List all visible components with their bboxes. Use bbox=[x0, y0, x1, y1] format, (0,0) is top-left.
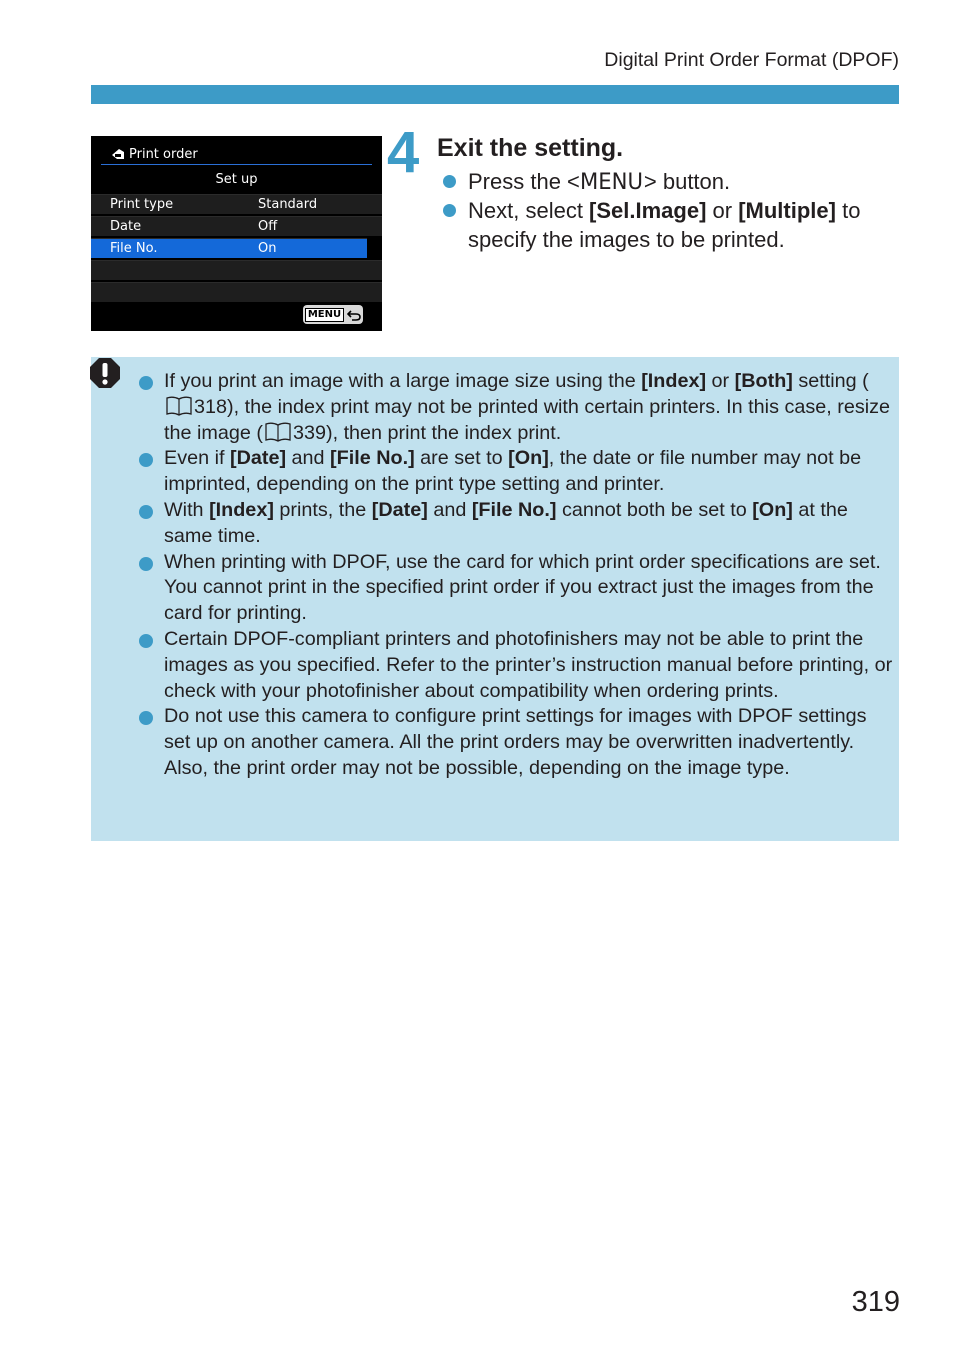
bullet-icon bbox=[139, 453, 153, 467]
page-reference-link[interactable]: 318 bbox=[194, 395, 228, 418]
running-header: Digital Print Order Format (DPOF) bbox=[604, 49, 899, 71]
caution-text: [On] bbox=[752, 498, 793, 521]
setting-label: File No. bbox=[110, 241, 158, 256]
setting-label: Date bbox=[110, 219, 142, 234]
instruction-text: Press the < bbox=[468, 169, 580, 194]
setting-row-file-no[interactable] bbox=[91, 238, 367, 258]
step-title: Exit the setting. bbox=[437, 134, 624, 162]
instruction-text: or bbox=[706, 198, 739, 223]
list-item bbox=[138, 446, 893, 498]
caution-text: , the date or file number may not be imprinted, depending on the print type setting and printer. bbox=[164, 447, 862, 496]
caution-text: and bbox=[286, 447, 331, 470]
instruction-text: > button. bbox=[643, 169, 731, 194]
bullet-icon bbox=[443, 204, 456, 217]
option-multiple: [Multiple] bbox=[738, 198, 836, 223]
empty-row bbox=[91, 260, 382, 280]
return-icon bbox=[347, 309, 361, 321]
list-item bbox=[138, 369, 893, 446]
caution-text: Certain DPOF-compliant printers and photofinishers may not be able to print the images as you specified. Refer to the printer’s instruction manual before printing, or check with your photofinisher about compatibility when ordering prints. bbox=[164, 627, 893, 702]
setting-row-date[interactable] bbox=[91, 216, 382, 236]
menu-back-button[interactable] bbox=[303, 305, 363, 324]
caution-text: [Index] bbox=[209, 498, 274, 521]
camera-screen-title bbox=[111, 147, 198, 162]
camera-screen-title-text: Print order bbox=[129, 147, 198, 162]
list-item bbox=[442, 196, 912, 254]
option-sel-image: [Sel.Image] bbox=[589, 198, 707, 223]
caution-text: With bbox=[164, 498, 210, 521]
bullet-icon bbox=[139, 711, 153, 725]
settings-list bbox=[91, 194, 382, 304]
menu-icon bbox=[580, 170, 644, 192]
caution-text: setting ( bbox=[792, 370, 869, 392]
page-number: 319 bbox=[851, 1286, 900, 1318]
book-icon bbox=[165, 395, 193, 416]
setting-label: Print type bbox=[110, 197, 174, 212]
title-divider bbox=[101, 164, 372, 165]
caution-text: If you print an image with a large image size using the bbox=[164, 370, 642, 392]
list-item bbox=[138, 704, 893, 781]
caution-text: [Date] bbox=[229, 447, 287, 470]
setting-value: Off bbox=[258, 219, 278, 234]
bullet-icon bbox=[139, 376, 153, 390]
list-item bbox=[138, 498, 893, 550]
instruction-text: Next, select bbox=[468, 198, 590, 223]
svg-text:MENU: MENU bbox=[579, 170, 643, 192]
caution-text: ), the index print may not be printed with certain printers. In this case, resize the image ( bbox=[164, 395, 890, 444]
setting-value: Standard bbox=[258, 197, 318, 212]
caution-text: [Index] bbox=[641, 370, 707, 392]
menu-button-label: MENU bbox=[305, 308, 344, 322]
caution-text: prints, the bbox=[273, 498, 372, 521]
setting-row-print-type[interactable] bbox=[91, 194, 382, 214]
caution-list bbox=[138, 369, 893, 782]
caution-text: [File No.] bbox=[471, 498, 557, 521]
caution-text: [Both] bbox=[734, 370, 793, 392]
list-item bbox=[138, 627, 893, 704]
caution-text: at the same time. bbox=[164, 498, 848, 547]
caution-text: [File No.] bbox=[330, 447, 415, 470]
bullet-icon bbox=[139, 634, 153, 648]
bullet-icon bbox=[139, 557, 153, 571]
empty-row bbox=[91, 282, 382, 302]
camera-screen bbox=[91, 136, 382, 331]
caution-text: cannot both be set to bbox=[556, 498, 753, 521]
caution-text: or bbox=[706, 370, 735, 392]
print-icon bbox=[111, 148, 127, 161]
caution-text: and bbox=[427, 498, 472, 521]
caution-text: are set to bbox=[414, 447, 509, 470]
list-item bbox=[138, 550, 893, 627]
caution-text: [On] bbox=[508, 447, 549, 470]
setting-value: On bbox=[258, 241, 277, 256]
caution-text: ), then print the index print. bbox=[325, 421, 562, 444]
camera-screen-subtitle: Set up bbox=[215, 172, 258, 187]
book-icon bbox=[264, 421, 292, 442]
caution-text: Do not use this camera to configure print settings for images with DPOF settings set up on another camera. All the print orders may be overwritten inadvertently. Also, the print order may not be possible, depending on the image type. bbox=[164, 705, 867, 779]
caution-icon bbox=[89, 357, 121, 389]
header-rule bbox=[91, 85, 899, 104]
page-reference-link[interactable]: 339 bbox=[292, 421, 326, 444]
bullet-icon bbox=[443, 175, 456, 188]
instruction-text: to specify the images to be printed. bbox=[468, 198, 861, 252]
bullet-icon bbox=[139, 505, 153, 519]
step-instructions bbox=[442, 167, 912, 254]
list-item bbox=[442, 167, 912, 196]
caution-text: When printing with DPOF, use the card for which print order specifications are set. You cannot print in the specified print order if you extract just the images from the card for printing. bbox=[164, 550, 881, 625]
caution-text: Even if bbox=[164, 447, 230, 470]
caution-text: [Date] bbox=[371, 498, 428, 521]
step-number: 4 bbox=[387, 120, 420, 185]
